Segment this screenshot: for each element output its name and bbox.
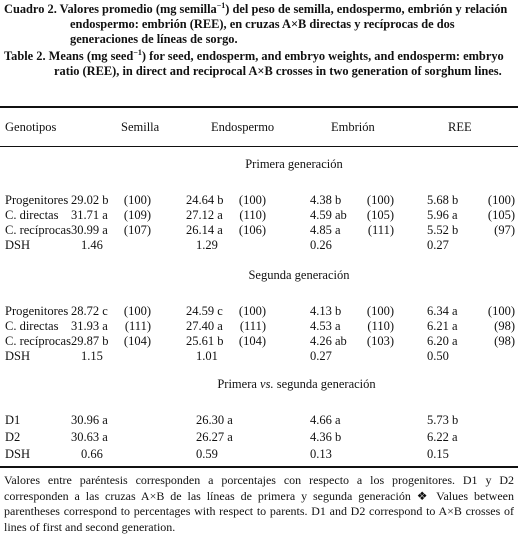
- embrion-cell: 4.53 a: [310, 319, 341, 333]
- semilla-cell: 1.46: [81, 238, 103, 252]
- semilla-pct-cell: (107): [123, 223, 151, 237]
- caption-text: ) del peso de semilla, endospermo, embrión y relación endospermo: embrión (REE), en cruzas A×B directas y recíprocas de dos generaciones de líneas de sorgo.: [70, 2, 508, 46]
- caption-superscript: −1: [133, 47, 142, 57]
- endospermo-pct-cell: (111): [239, 319, 266, 333]
- semilla-cell: 30.63 a: [71, 430, 108, 444]
- embrion-pct-cell: (100): [366, 304, 394, 318]
- table-row: [0, 223, 518, 238]
- embrion-cell: 0.13: [310, 447, 332, 461]
- caption-superscript: −1: [216, 0, 226, 10]
- embrion-cell: 4.66 a: [310, 413, 341, 427]
- semilla-pct-cell: (109): [123, 208, 151, 222]
- table-row: [0, 430, 518, 445]
- ree-pct-cell: (100): [487, 304, 515, 318]
- endospermo-cell: 26.30 a: [196, 413, 233, 427]
- ree-cell: 6.20 a: [427, 334, 458, 348]
- ree-pct-cell: (105): [487, 208, 515, 222]
- endospermo-pct-cell: (100): [238, 304, 266, 318]
- embrion-cell: 4.26 ab: [310, 334, 347, 348]
- table-row: [0, 304, 518, 319]
- genotype-cell: DSH: [5, 349, 31, 363]
- semilla-cell: 30.96 a: [71, 413, 108, 427]
- ree-cell: 5.68 b: [427, 193, 459, 207]
- caption-label: Cuadro 2.: [4, 2, 57, 16]
- ree-cell: 0.15: [427, 447, 449, 461]
- embrion-pct-cell: (100): [366, 193, 394, 207]
- genotype-cell: D1: [5, 413, 21, 427]
- semilla-pct-cell: (104): [123, 334, 151, 348]
- caption-text: Valores promedio (mg semilla: [59, 2, 217, 16]
- semilla-cell: 29.87 b: [71, 334, 109, 348]
- endospermo-pct-cell: (104): [238, 334, 266, 348]
- semilla-cell: 1.15: [81, 349, 103, 363]
- column-header-endospermo: Endospermo: [211, 120, 275, 134]
- ree-cell: 0.27: [427, 238, 449, 252]
- ree-cell: 6.21 a: [427, 319, 458, 333]
- ree-pct-cell: (98): [494, 334, 515, 348]
- embrion-cell: 4.36 b: [310, 430, 342, 444]
- ree-cell: 6.34 a: [427, 304, 458, 318]
- embrion-cell: 4.13 b: [310, 304, 342, 318]
- column-header-semilla: Semilla: [121, 120, 160, 134]
- semilla-pct-cell: (111): [124, 319, 151, 333]
- table-row: [0, 238, 518, 253]
- semilla-cell: 28.72 c: [71, 304, 108, 318]
- column-header-ree: REE: [448, 120, 472, 134]
- endospermo-cell: 1.29: [196, 238, 218, 252]
- caption-text: ) for seed, endosperm, and embryo weights, and endosperm: embryo ratio (REE), in direct and reciprocal A×B crosses in two generation of sorghum lines.: [54, 49, 504, 78]
- caption-label: Table 2.: [4, 49, 46, 63]
- section-title: Segunda generación: [248, 268, 350, 282]
- endospermo-cell: 26.14 a: [186, 223, 223, 237]
- endospermo-pct-cell: (106): [238, 223, 266, 237]
- section-title: Primera vs. segunda generación: [217, 377, 376, 391]
- genotype-cell: D2: [5, 430, 21, 444]
- ree-cell: 0.50: [427, 349, 449, 363]
- endospermo-pct-cell: (100): [238, 193, 266, 207]
- genotype-cell: C. directas: [5, 319, 59, 333]
- embrion-cell: 4.59 ab: [310, 208, 347, 222]
- semilla-cell: 29.02 b: [71, 193, 109, 207]
- endospermo-cell: 1.01: [196, 349, 218, 363]
- table-footnote: Valores entre paréntesis corresponden a porcentajes con respecto a los progenitores. D1 y D2 corresponden a las cruzas A×B de las líneas de primera y segunda generación ❖ Values between parentheses correspond to percentages with respect to parents. D1 and D2 correspond to A×B crosses of lines of first and second generation.: [4, 473, 514, 534]
- semilla-cell: 0.66: [81, 447, 103, 461]
- table-row: [0, 447, 518, 462]
- embrion-pct-cell: (105): [366, 208, 394, 222]
- semilla-pct-cell: (100): [123, 304, 151, 318]
- endospermo-cell: 26.27 a: [196, 430, 233, 444]
- caption-spanish: [4, 2, 514, 47]
- ree-cell: 5.52 b: [427, 223, 459, 237]
- table-row: [0, 208, 518, 223]
- table-row: [0, 319, 518, 334]
- endospermo-cell: 24.64 b: [186, 193, 224, 207]
- table-row: [0, 413, 518, 428]
- endospermo-cell: 25.61 b: [186, 334, 224, 348]
- endospermo-cell: 27.12 a: [186, 208, 223, 222]
- semilla-cell: 31.71 a: [71, 208, 108, 222]
- genotype-cell: DSH: [5, 447, 31, 461]
- caption-text: Means (mg seed: [48, 49, 134, 63]
- embrion-pct-cell: (103): [366, 334, 394, 348]
- semilla-cell: 31.93 a: [71, 319, 108, 333]
- endospermo-cell: 27.40 a: [186, 319, 223, 333]
- header-rule: [0, 146, 518, 147]
- embrion-cell: 4.85 a: [310, 223, 341, 237]
- genotype-cell: C. recíprocas: [5, 223, 71, 237]
- endospermo-cell: 0.59: [196, 447, 218, 461]
- ree-pct-cell: (98): [494, 319, 515, 333]
- column-header-embrion: Embrión: [331, 120, 375, 134]
- ree-pct-cell: (97): [494, 223, 515, 237]
- table-row: [0, 349, 518, 364]
- embrion-cell: 0.27: [310, 349, 332, 363]
- semilla-cell: 30.99 a: [71, 223, 108, 237]
- table-row: [0, 334, 518, 349]
- ree-cell: 5.96 a: [427, 208, 458, 222]
- genotype-cell: C. directas: [5, 208, 59, 222]
- ree-pct-cell: (100): [487, 193, 515, 207]
- genotype-cell: C. recíprocas: [5, 334, 71, 348]
- genotype-cell: Progenitores: [5, 193, 69, 207]
- semilla-pct-cell: (100): [123, 193, 151, 207]
- column-header-genotipos: Genotipos: [5, 120, 57, 134]
- embrion-cell: 0.26: [310, 238, 332, 252]
- section-title: Primera generación: [245, 157, 343, 171]
- ree-cell: 5.73 b: [427, 413, 459, 427]
- endospermo-cell: 24.59 c: [186, 304, 223, 318]
- genotype-cell: DSH: [5, 238, 31, 252]
- endospermo-pct-cell: (110): [239, 208, 266, 222]
- table-row: [0, 193, 518, 208]
- caption-english: [4, 49, 514, 79]
- embrion-pct-cell: (110): [367, 319, 394, 333]
- bottom-rule: [0, 466, 518, 468]
- embrion-cell: 4.38 b: [310, 193, 342, 207]
- genotype-cell: Progenitores: [5, 304, 69, 318]
- top-rule: [0, 106, 518, 108]
- embrion-pct-cell: (111): [367, 223, 394, 237]
- ree-cell: 6.22 a: [427, 430, 458, 444]
